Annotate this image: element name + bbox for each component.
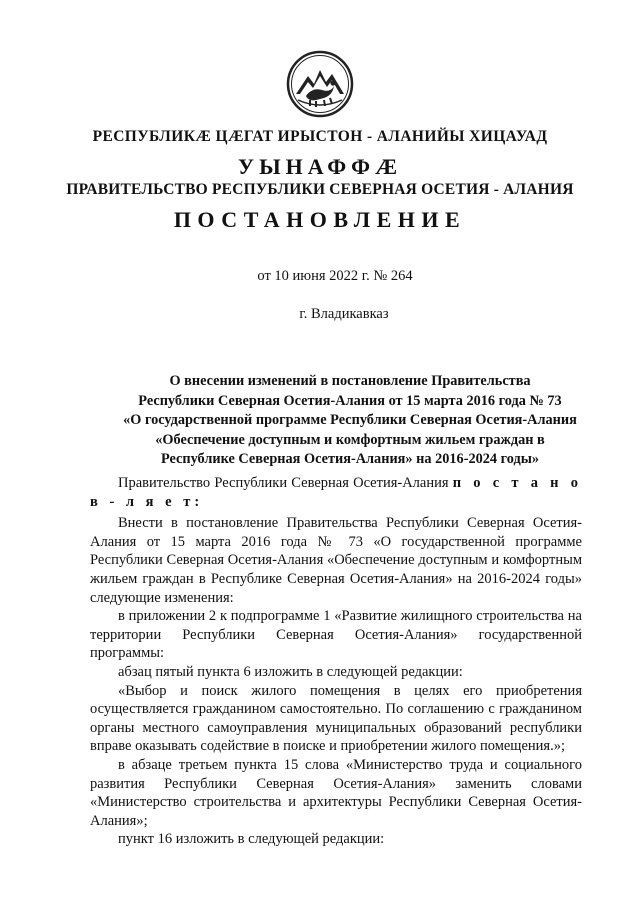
document-city: г. Владикавказ <box>299 306 389 322</box>
body-paragraph: пункт 16 изложить в следующей редакции: <box>118 831 385 848</box>
title-line: «О государственной программе Республики Северная Осетия-Алания <box>123 412 577 428</box>
body-paragraph: «Выбор и поиск жилого помещения в целях его приобретения осуществляется гражданином самостоятельно. По соглашению с гражданином органы местного самоуправления муниципальных образований республики вправе оказывать содействие в поиске и приобретении жилого помещения.»; <box>90 682 582 755</box>
document-body <box>90 474 582 849</box>
resolution-intro: Правительство Республики Северная Осетия-Алания <box>118 475 453 491</box>
body-paragraph: абзац пятый пункта 6 изложить в следующей редакции: <box>118 663 463 680</box>
title-line: О внесении изменений в постановление Правительства <box>169 373 531 389</box>
title-line: Республике Северная Осетия-Алания» на 2016-2024 годы» <box>160 451 540 467</box>
document-date: от 10 июня 2022 г. № 264 <box>257 268 413 284</box>
header-line-decree: ПОСТАНОВЛЕНИЕ <box>173 207 467 232</box>
body-paragraph: в приложении 2 к подпрограмме 1 «Развитие жилищного строительства на территории Республики Северная Осетия-Алания» государственной программы: <box>90 608 582 662</box>
body-paragraph: в абзаце третьем пункта 15 слова «Министерство труда и социального развития Республики Северная Осетия-Алания» заменить словами «Министерство строительства и архитектуры Республики Северная Осетия-Алания»; <box>90 756 582 829</box>
title-line: «Обеспечение доступным и комфортным жильем граждан в <box>155 431 545 448</box>
body-paragraph <box>90 474 582 511</box>
document-title <box>70 372 630 470</box>
coat-of-arms-icon <box>286 50 354 118</box>
header-line-government: ПРАВИТЕЛЬСТВО РЕСПУБЛИКИ СЕВЕРНАЯ ОСЕТИЯ - АЛАНИЯ <box>66 181 574 198</box>
resolves-word: п о с т а н о в - л я е т: <box>90 475 582 510</box>
header-line-ossetian: РЕСПУБЛИКӔ ЦӔГАТ ИРЫСТОН - АЛАНИЙЫ ХИЦАУАД <box>92 128 548 145</box>
title-line: Республики Северная Осетия-Алания от 15 марта 2016 года № 73 <box>138 392 562 409</box>
body-paragraph: Внести в постановление Правительства Республики Северная Осетия-Алания от 15 марта 2016 года № 73 «О государственной программе Республики Северная Осетия-Алания «Обеспечение доступным и комфортным жильем граждан в Республике Северная Осетия-Алания» на 2016-2024 годы» следующие изменения: <box>90 515 582 606</box>
header-line-decree-ossetian: УЫНАФФӔ <box>237 154 403 179</box>
